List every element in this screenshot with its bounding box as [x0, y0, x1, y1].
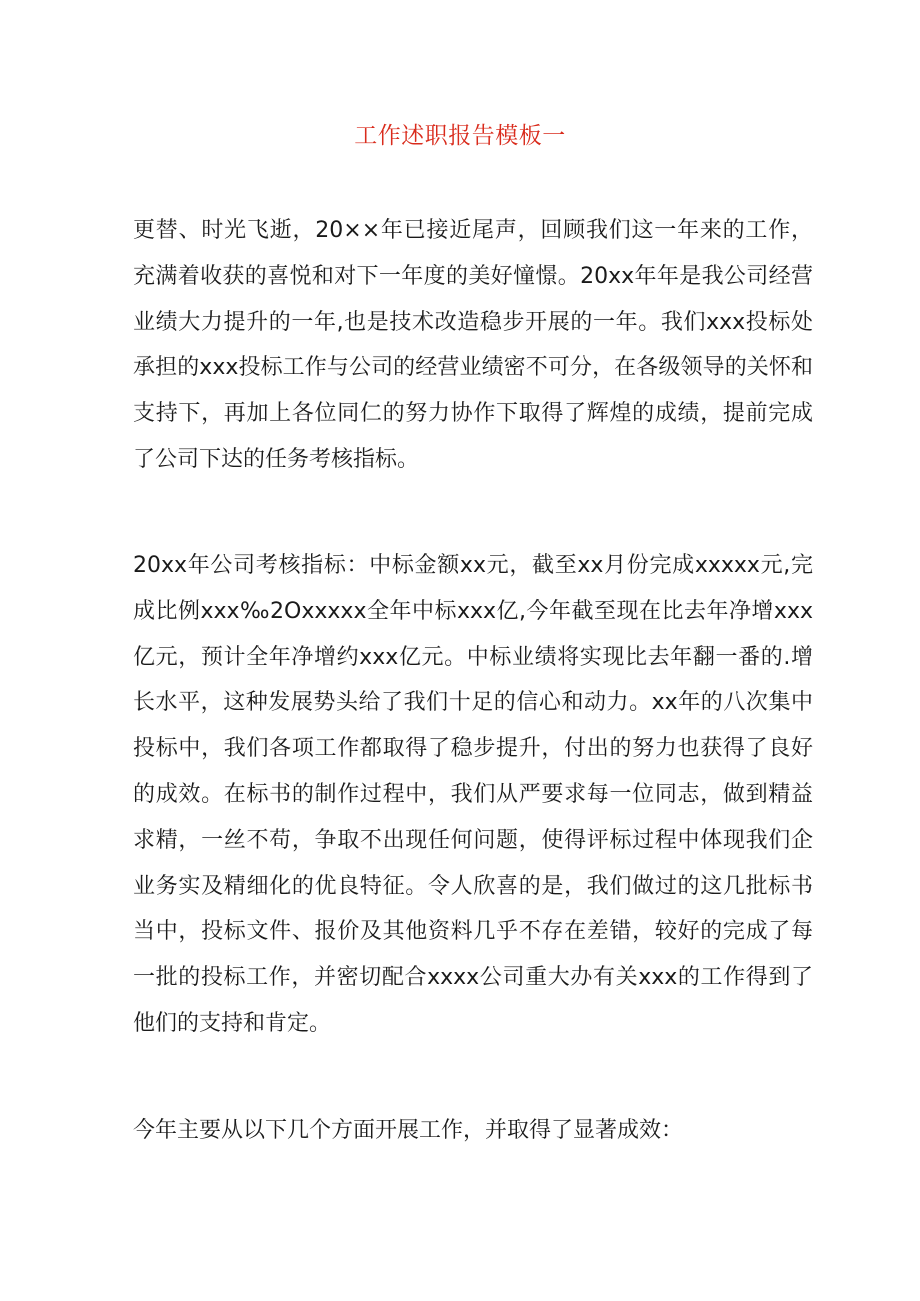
paragraph-intro: 更替、时光飞逝，20××年已接近尾声，回顾我们这一年来的工作，充满着收获的喜悦和对下一年度的美好憧憬。20xx年年是我公司经营业绩大力提升的一年,也是技术改造稳步开展的一年。我们xxx投标处承担的xxx投标工作与公司的经营业绩密不可分，在各级领导的关怀和支持下，再加上各位同仁的努力协作下取得了辉煌的成绩，提前完成了公司下达的任务考核指标。 — [133, 218, 813, 472]
paragraph-assessment: 20xx年公司考核指标：中标金额xx元，截至xx月份完成xxxxx元,完成比例xxx‰2Oxxxxx全年中标xxx亿,今年截至现在比去年净增xxx亿元，预计全年净增约xxx亿元。中标业绩将实现比去年翻一番的.增长水平，这种发展势头给了我们十足的信心和动力。xx年的八次集中投标中，我们各项工作都取得了稳步提升，付出的努力也获得了良好的成效。在标书的制作过程中，我们从严要求每一位同志，做到精益求精，一丝不苟，争取不出现任何问题，使得评标过程中体现我们企业务实及精细化的优良特征。令人欣喜的是，我们做过的这几批标书当中，投标文件、报价及其他资料几乎不存在差错，较好的完成了每一批的投标工作，并密切配合xxxx公司重大办有关xxx的工作得到了他们的支持和肯定。 — [133, 553, 813, 1036]
document-title: 工作述职报告模板一 — [354, 123, 566, 149]
paragraph-work-aspects: 今年主要从以下几个方面开展工作，并取得了显著成效： — [133, 1118, 684, 1143]
